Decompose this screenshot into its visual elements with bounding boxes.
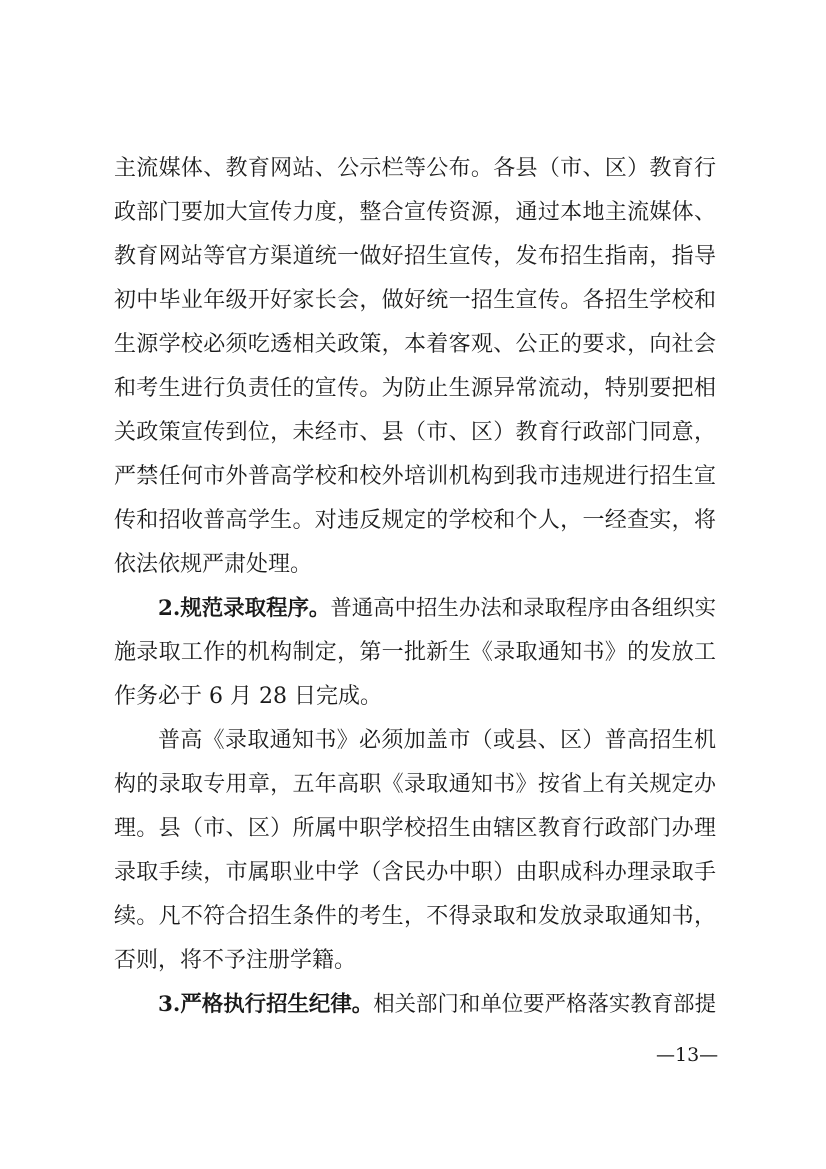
body-text-line: 否则，将不予注册学籍。 <box>114 948 357 973</box>
body-text-line: 初中毕业年级开好家长会，做好统一招生宣传。各招生学校和 <box>114 288 716 313</box>
body-text-line: 作务必于 6 月 28 日完成。 <box>114 684 382 709</box>
page-number: —13— <box>656 1044 719 1066</box>
body-text-line: 构的录取专用章，五年高职《录取通知书》按省上有关规定办 <box>114 772 716 797</box>
section-3-first-line <box>158 989 716 1021</box>
body-text-line: 关政策宣传到位，未经市、县（市、区）教育行政部门同意， <box>114 420 716 445</box>
section-2-first-line <box>158 593 716 625</box>
body-text-line: 主流媒体、教育网站、公示栏等公布。各县（市、区）教育行 <box>114 156 716 181</box>
body-text-line: 教育网站等官方渠道统一做好招生宣传，发布招生指南，指导 <box>114 244 716 269</box>
body-text-line: 施录取工作的机构制定，第一批新生《录取通知书》的发放工 <box>114 640 716 665</box>
section-3-text: 相关部门和单位要严格落实教育部提 <box>373 992 716 1017</box>
paragraph-first-line: 普高《录取通知书》必须加盖市（或县、区）普高招生机 <box>158 728 716 753</box>
section-3-heading: 3.严格执行招生纪律。 <box>158 992 374 1017</box>
body-text-line: 录取手续，市属职业中学（含民办中职）由职成科办理录取手 <box>114 860 716 885</box>
section-2-text: 普通高中招生办法和录取程序由各组织实 <box>330 596 716 621</box>
body-text-line: 生源学校必须吃透相关政策，本着客观、公正的要求，向社会 <box>114 332 716 357</box>
body-text-line: 严禁任何市外普高学校和校外培训机构到我市违规进行招生宣 <box>114 464 716 489</box>
body-text-line: 理。县（市、区）所属中职学校招生由辖区教育行政部门办理 <box>114 816 716 841</box>
section-2-heading: 2.规范录取程序。 <box>158 596 331 621</box>
body-text-line: 政部门要加大宣传力度，整合宣传资源，通过本地主流媒体、 <box>114 200 716 225</box>
body-text-line: 传和招收普高学生。对违反规定的学校和个人，一经查实，将 <box>114 508 716 533</box>
body-text-line: 续。凡不符合招生条件的考生，不得录取和发放录取通知书， <box>114 904 716 929</box>
body-text-line: 和考生进行负责任的宣传。为防止生源异常流动，特别要把相 <box>114 376 716 401</box>
body-text-line: 依法依规严肃处理。 <box>114 552 313 577</box>
